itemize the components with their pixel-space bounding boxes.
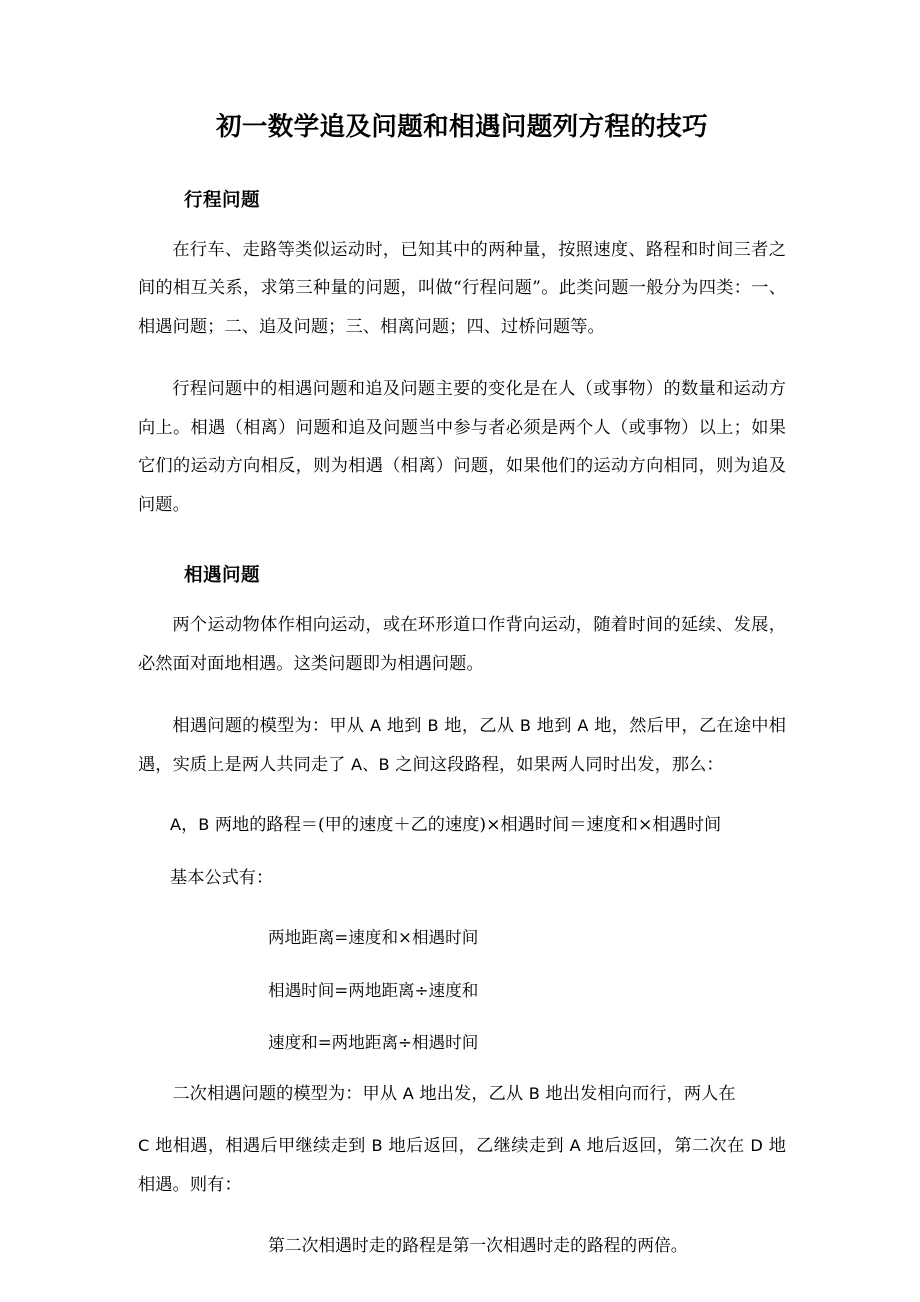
- formula-speed-sum: 速度和=两地距离÷相遇时间: [268, 1033, 479, 1053]
- formula-distance: 两地距离=速度和×相遇时间: [268, 928, 479, 948]
- paragraph-travel-definition: 在行车、走路等类似运动时，已知其中的两种量，按照速度、路程和时间三者之间的相互关系，求第三种量的问题，叫做“行程问题”。此类问题一般分为四类：一、相遇问题；二、追及问题；三、相离问题；四、过桥问题等。: [138, 239, 786, 337]
- document-content: [138, 0, 786, 1265]
- formula-ab-lead-b: B: [198, 815, 210, 835]
- conclusion-line: 第二次相遇时走的路程是第一次相遇时走的路程的两倍。: [268, 1235, 688, 1256]
- paragraph-second-meeting-detail: [138, 1127, 786, 1204]
- second-meeting-text-3: 地出发相向而行，两人在: [539, 1083, 736, 1104]
- place-label-b-2: B: [519, 716, 532, 736]
- place-label-a-2: A: [577, 716, 589, 736]
- document-title: 初一数学追及问题和相遇问题列方程的技巧: [215, 112, 709, 142]
- formula-meeting-time: 相遇时间=两地距离÷速度和: [268, 980, 479, 1000]
- paragraph-second-meeting-model: [138, 1075, 786, 1114]
- second-meeting-text-1: 二次相遇问题的模型为：甲从: [172, 1083, 403, 1104]
- second-detail-text-3: 地后返回，第二次在: [580, 1136, 751, 1157]
- section-heading-meeting-problem: 相遇问题: [184, 565, 261, 587]
- meeting-model-text-5: 地，然后甲，乙在途中相遇，实质上是两人共同走了: [138, 716, 786, 775]
- basic-formula-label: 基本公式有：: [170, 867, 274, 888]
- formula-ab-separator: ，: [181, 815, 199, 836]
- meeting-model-text-1: 相遇问题的模型为：甲从: [172, 716, 370, 737]
- second-detail-text-1: 地相遇，相遇后甲继续走到: [149, 1136, 372, 1157]
- formula-ab-body: 两地的路程＝(甲的速度＋乙的速度)×相遇时间＝速度和×相遇时间: [209, 815, 722, 836]
- formula-ab-distance: [138, 806, 786, 845]
- second-place-label-b: B: [528, 1083, 540, 1103]
- second-detail-text-4: 地相遇。则有：: [138, 1136, 786, 1195]
- second-place-label-d: D: [750, 1136, 763, 1156]
- second-place-label-a-2: A: [569, 1136, 581, 1156]
- paragraph-meeting-definition: 两个运动物体作相向运动，或在环形道口作背向运动，随着时间的延续、发展，必然面对面地相遇。这类问题即为相遇问题。: [138, 615, 786, 674]
- place-label-b: B: [427, 716, 439, 736]
- second-place-label-c: C: [138, 1136, 150, 1156]
- second-meeting-text-2: 地出发，乙从: [413, 1083, 529, 1104]
- meeting-model-text-3: 地，乙从: [438, 716, 520, 737]
- second-detail-text-2: 地后返回，乙继续走到: [382, 1136, 570, 1157]
- second-place-label-a: A: [402, 1083, 414, 1103]
- place-label-ab: A、B: [351, 754, 390, 774]
- formula-ab-lead-a: A: [170, 815, 182, 835]
- meeting-model-text-4: 地到: [531, 716, 578, 737]
- paragraph-travel-variation: 行程问题中的相遇问题和追及问题主要的变化是在人（或事物）的数量和运动方向上。相遇（相离）问题和追及问题当中参与者必须是两个人（或事物）以上；如果它们的运动方向相反，则为相遇（相离）问题，如果他们的运动方向相同，则为追及问题。: [138, 379, 786, 515]
- meeting-model-text-6: 之间这段路程，如果两人同时出发，那么：: [389, 754, 724, 775]
- meeting-model-text-2: 地到: [381, 716, 428, 737]
- paragraph-meeting-model: [138, 707, 786, 784]
- section-heading-travel-problem: 行程问题: [184, 189, 261, 211]
- second-place-label-b-2: B: [371, 1136, 383, 1156]
- place-label-a: A: [369, 716, 382, 736]
